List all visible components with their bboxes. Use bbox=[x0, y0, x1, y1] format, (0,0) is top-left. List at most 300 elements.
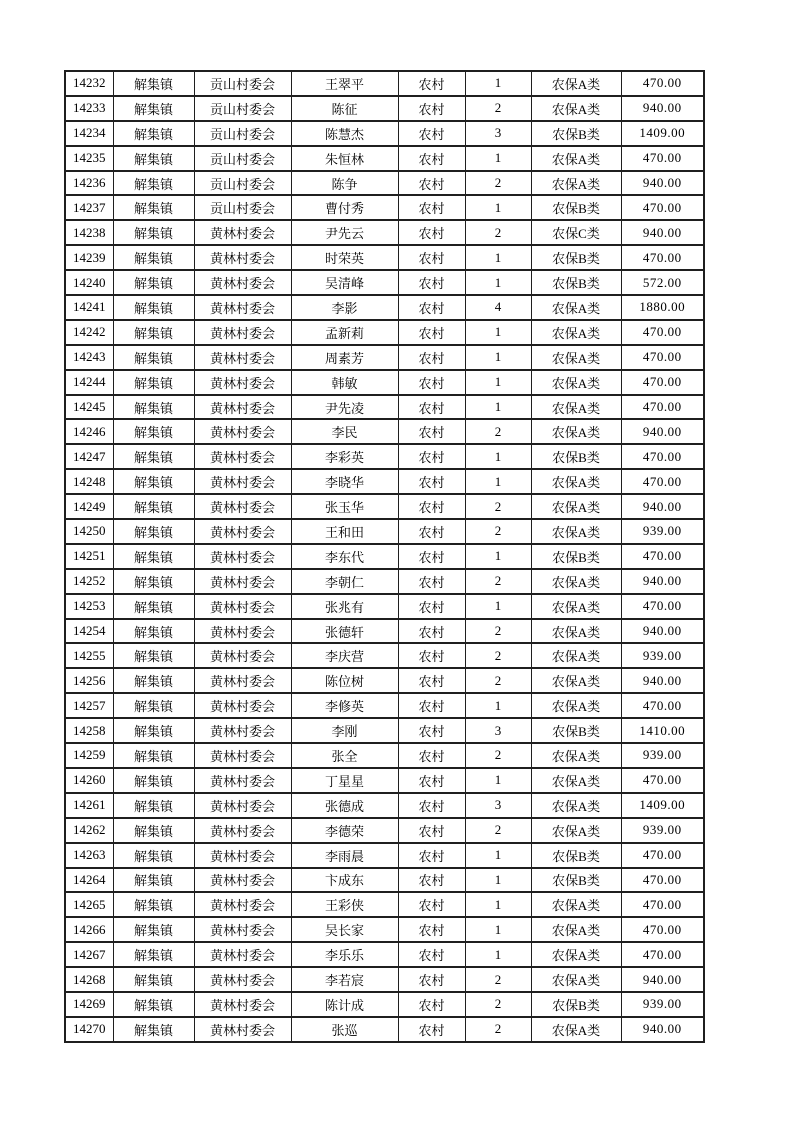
table-row bbox=[65, 892, 704, 917]
table-cell-type: 农村 bbox=[398, 270, 465, 295]
table-row bbox=[65, 619, 704, 644]
table-cell-type: 农村 bbox=[398, 718, 465, 743]
table-row bbox=[65, 917, 704, 942]
table-cell-village: 贡山村委会 bbox=[194, 195, 291, 220]
table-cell-village: 黄林村委会 bbox=[194, 693, 291, 718]
table-cell-count: 1 bbox=[465, 693, 531, 718]
table-cell-count: 1 bbox=[465, 370, 531, 395]
table-cell-type: 农村 bbox=[398, 594, 465, 619]
table-cell-village: 黄林村委会 bbox=[194, 818, 291, 843]
table-cell-amount: 940.00 bbox=[621, 220, 704, 245]
table-cell-category: 农保A类 bbox=[531, 469, 621, 494]
table-cell-category: 农保A类 bbox=[531, 96, 621, 121]
table-row bbox=[65, 668, 704, 693]
table-cell-village: 黄林村委会 bbox=[194, 743, 291, 768]
table-cell-id: 14252 bbox=[65, 569, 113, 594]
table-cell-amount: 470.00 bbox=[621, 892, 704, 917]
table-cell-village: 贡山村委会 bbox=[194, 71, 291, 96]
table-cell-name: 陈征 bbox=[291, 96, 398, 121]
table-cell-village: 黄林村委会 bbox=[194, 444, 291, 469]
table-cell-count: 2 bbox=[465, 171, 531, 196]
table-cell-category: 农保B类 bbox=[531, 843, 621, 868]
table-cell-type: 农村 bbox=[398, 245, 465, 270]
table-cell-id: 14241 bbox=[65, 295, 113, 320]
table-row bbox=[65, 992, 704, 1017]
table-cell-village: 黄林村委会 bbox=[194, 1017, 291, 1042]
table-cell-count: 2 bbox=[465, 668, 531, 693]
table-row bbox=[65, 395, 704, 420]
table-cell-amount: 1409.00 bbox=[621, 121, 704, 146]
table-cell-category: 农保A类 bbox=[531, 494, 621, 519]
table-cell-type: 农村 bbox=[398, 370, 465, 395]
table-cell-amount: 470.00 bbox=[621, 395, 704, 420]
table-cell-id: 14236 bbox=[65, 171, 113, 196]
table-cell-village: 黄林村委会 bbox=[194, 768, 291, 793]
table-cell-count: 2 bbox=[465, 1017, 531, 1042]
table-row bbox=[65, 967, 704, 992]
table-cell-amount: 470.00 bbox=[621, 693, 704, 718]
table-cell-village: 黄林村委会 bbox=[194, 395, 291, 420]
table-cell-id: 14260 bbox=[65, 768, 113, 793]
table-cell-name: 陈计成 bbox=[291, 992, 398, 1017]
table-cell-id: 14239 bbox=[65, 245, 113, 270]
table-cell-category: 农保A类 bbox=[531, 1017, 621, 1042]
table-cell-id: 14232 bbox=[65, 71, 113, 96]
table-cell-village: 黄林村委会 bbox=[194, 619, 291, 644]
table-cell-amount: 939.00 bbox=[621, 992, 704, 1017]
table-cell-name: 李刚 bbox=[291, 718, 398, 743]
table-row bbox=[65, 121, 704, 146]
table-cell-village: 黄林村委会 bbox=[194, 544, 291, 569]
table-row bbox=[65, 494, 704, 519]
table-row bbox=[65, 295, 704, 320]
table-cell-amount: 940.00 bbox=[621, 494, 704, 519]
table-cell-type: 农村 bbox=[398, 643, 465, 668]
table-cell-village: 黄林村委会 bbox=[194, 220, 291, 245]
table-row bbox=[65, 594, 704, 619]
table-cell-category: 农保A类 bbox=[531, 693, 621, 718]
table-cell-type: 农村 bbox=[398, 768, 465, 793]
table-cell-village: 黄林村委会 bbox=[194, 270, 291, 295]
table-cell-count: 3 bbox=[465, 718, 531, 743]
table-cell-town: 解集镇 bbox=[113, 843, 194, 868]
table-cell-count: 1 bbox=[465, 868, 531, 893]
table-cell-id: 14238 bbox=[65, 220, 113, 245]
table-cell-amount: 940.00 bbox=[621, 419, 704, 444]
table-cell-type: 农村 bbox=[398, 967, 465, 992]
table-cell-amount: 470.00 bbox=[621, 444, 704, 469]
table-cell-name: 陈争 bbox=[291, 171, 398, 196]
table-cell-name: 李朝仁 bbox=[291, 569, 398, 594]
table-cell-category: 农保B类 bbox=[531, 245, 621, 270]
table-cell-amount: 940.00 bbox=[621, 967, 704, 992]
table-cell-id: 14247 bbox=[65, 444, 113, 469]
table-cell-type: 农村 bbox=[398, 146, 465, 171]
table-cell-amount: 470.00 bbox=[621, 942, 704, 967]
table-cell-town: 解集镇 bbox=[113, 718, 194, 743]
table-cell-town: 解集镇 bbox=[113, 419, 194, 444]
table-cell-village: 黄林村委会 bbox=[194, 917, 291, 942]
table-cell-amount: 470.00 bbox=[621, 370, 704, 395]
table-cell-amount: 939.00 bbox=[621, 743, 704, 768]
table-row bbox=[65, 718, 704, 743]
table-cell-type: 农村 bbox=[398, 544, 465, 569]
table-cell-count: 3 bbox=[465, 793, 531, 818]
table-cell-type: 农村 bbox=[398, 295, 465, 320]
table-cell-category: 农保A类 bbox=[531, 793, 621, 818]
table-cell-town: 解集镇 bbox=[113, 519, 194, 544]
table-cell-amount: 470.00 bbox=[621, 868, 704, 893]
table-cell-village: 黄林村委会 bbox=[194, 843, 291, 868]
table-cell-id: 14268 bbox=[65, 967, 113, 992]
table-cell-type: 农村 bbox=[398, 519, 465, 544]
table-cell-village: 黄林村委会 bbox=[194, 295, 291, 320]
table-cell-name: 朱恒林 bbox=[291, 146, 398, 171]
table-cell-village: 黄林村委会 bbox=[194, 793, 291, 818]
table-cell-type: 农村 bbox=[398, 942, 465, 967]
table-row bbox=[65, 569, 704, 594]
table-cell-village: 黄林村委会 bbox=[194, 569, 291, 594]
table-cell-type: 农村 bbox=[398, 1017, 465, 1042]
table-cell-count: 1 bbox=[465, 469, 531, 494]
table-cell-id: 14267 bbox=[65, 942, 113, 967]
table-cell-type: 农村 bbox=[398, 395, 465, 420]
table-cell-town: 解集镇 bbox=[113, 892, 194, 917]
table-cell-count: 2 bbox=[465, 419, 531, 444]
table-cell-town: 解集镇 bbox=[113, 121, 194, 146]
table-cell-id: 14237 bbox=[65, 195, 113, 220]
table-cell-id: 14261 bbox=[65, 793, 113, 818]
table-cell-count: 1 bbox=[465, 892, 531, 917]
table-cell-village: 黄林村委会 bbox=[194, 992, 291, 1017]
table-cell-town: 解集镇 bbox=[113, 1017, 194, 1042]
table-cell-town: 解集镇 bbox=[113, 768, 194, 793]
table-cell-amount: 470.00 bbox=[621, 768, 704, 793]
table-cell-category: 农保A类 bbox=[531, 917, 621, 942]
table-cell-category: 农保A类 bbox=[531, 345, 621, 370]
table-cell-category: 农保B类 bbox=[531, 868, 621, 893]
table-cell-count: 1 bbox=[465, 345, 531, 370]
table-cell-type: 农村 bbox=[398, 892, 465, 917]
table-cell-type: 农村 bbox=[398, 71, 465, 96]
table-cell-category: 农保A类 bbox=[531, 419, 621, 444]
table-cell-town: 解集镇 bbox=[113, 295, 194, 320]
table-cell-category: 农保A类 bbox=[531, 594, 621, 619]
table-cell-type: 农村 bbox=[398, 444, 465, 469]
table-cell-count: 2 bbox=[465, 494, 531, 519]
table-cell-type: 农村 bbox=[398, 345, 465, 370]
table-cell-count: 1 bbox=[465, 146, 531, 171]
table-cell-town: 解集镇 bbox=[113, 245, 194, 270]
table-cell-town: 解集镇 bbox=[113, 544, 194, 569]
table-cell-amount: 939.00 bbox=[621, 519, 704, 544]
table-cell-town: 解集镇 bbox=[113, 96, 194, 121]
table-cell-town: 解集镇 bbox=[113, 469, 194, 494]
table-cell-town: 解集镇 bbox=[113, 793, 194, 818]
table-cell-town: 解集镇 bbox=[113, 942, 194, 967]
table-cell-amount: 470.00 bbox=[621, 544, 704, 569]
table-cell-category: 农保A类 bbox=[531, 146, 621, 171]
table-cell-village: 黄林村委会 bbox=[194, 345, 291, 370]
table-row bbox=[65, 220, 704, 245]
table-cell-amount: 470.00 bbox=[621, 71, 704, 96]
table-cell-id: 14255 bbox=[65, 643, 113, 668]
table-cell-town: 解集镇 bbox=[113, 668, 194, 693]
table-cell-town: 解集镇 bbox=[113, 71, 194, 96]
table-cell-category: 农保A类 bbox=[531, 569, 621, 594]
table-cell-id: 14242 bbox=[65, 320, 113, 345]
table-row bbox=[65, 544, 704, 569]
table-cell-id: 14265 bbox=[65, 892, 113, 917]
table-cell-town: 解集镇 bbox=[113, 444, 194, 469]
table-cell-count: 3 bbox=[465, 121, 531, 146]
table-cell-id: 14263 bbox=[65, 843, 113, 868]
table-cell-name: 尹先云 bbox=[291, 220, 398, 245]
table-cell-type: 农村 bbox=[398, 569, 465, 594]
table-cell-village: 黄林村委会 bbox=[194, 942, 291, 967]
table-cell-village: 黄林村委会 bbox=[194, 370, 291, 395]
table-cell-village: 贡山村委会 bbox=[194, 121, 291, 146]
table-cell-count: 4 bbox=[465, 295, 531, 320]
table-cell-name: 尹先凌 bbox=[291, 395, 398, 420]
table-cell-village: 贡山村委会 bbox=[194, 146, 291, 171]
table-cell-amount: 470.00 bbox=[621, 917, 704, 942]
table-cell-amount: 940.00 bbox=[621, 1017, 704, 1042]
table-cell-type: 农村 bbox=[398, 171, 465, 196]
table-cell-id: 14235 bbox=[65, 146, 113, 171]
table-body bbox=[65, 71, 704, 1042]
table-cell-name: 李影 bbox=[291, 295, 398, 320]
table-cell-type: 农村 bbox=[398, 668, 465, 693]
table-row bbox=[65, 96, 704, 121]
table-cell-village: 贡山村委会 bbox=[194, 171, 291, 196]
table-cell-amount: 940.00 bbox=[621, 619, 704, 644]
table-cell-village: 黄林村委会 bbox=[194, 494, 291, 519]
table-cell-id: 14259 bbox=[65, 743, 113, 768]
table-cell-id: 14258 bbox=[65, 718, 113, 743]
table-cell-village: 黄林村委会 bbox=[194, 668, 291, 693]
table-cell-id: 14264 bbox=[65, 868, 113, 893]
table-cell-amount: 470.00 bbox=[621, 594, 704, 619]
table-cell-town: 解集镇 bbox=[113, 494, 194, 519]
table-cell-village: 黄林村委会 bbox=[194, 868, 291, 893]
table-cell-town: 解集镇 bbox=[113, 569, 194, 594]
table-row bbox=[65, 868, 704, 893]
table-cell-village: 黄林村委会 bbox=[194, 718, 291, 743]
table-cell-category: 农保A类 bbox=[531, 395, 621, 420]
table-cell-type: 农村 bbox=[398, 469, 465, 494]
table-cell-id: 14257 bbox=[65, 693, 113, 718]
table-cell-name: 李晓华 bbox=[291, 469, 398, 494]
table-cell-name: 张玉华 bbox=[291, 494, 398, 519]
table-cell-count: 2 bbox=[465, 967, 531, 992]
table-cell-name: 韩敏 bbox=[291, 370, 398, 395]
table-row bbox=[65, 1017, 704, 1042]
table-cell-name: 张兆有 bbox=[291, 594, 398, 619]
table-cell-name: 李民 bbox=[291, 419, 398, 444]
table-cell-count: 2 bbox=[465, 818, 531, 843]
table-cell-name: 李德荣 bbox=[291, 818, 398, 843]
table-cell-id: 14254 bbox=[65, 619, 113, 644]
table-cell-type: 农村 bbox=[398, 419, 465, 444]
table-row bbox=[65, 843, 704, 868]
table-cell-id: 14248 bbox=[65, 469, 113, 494]
table-cell-id: 14270 bbox=[65, 1017, 113, 1042]
table-cell-town: 解集镇 bbox=[113, 146, 194, 171]
table-cell-town: 解集镇 bbox=[113, 992, 194, 1017]
table-cell-town: 解集镇 bbox=[113, 171, 194, 196]
table-row bbox=[65, 444, 704, 469]
table-cell-name: 王和田 bbox=[291, 519, 398, 544]
table-cell-count: 1 bbox=[465, 942, 531, 967]
table-cell-name: 周素芳 bbox=[291, 345, 398, 370]
table-cell-id: 14243 bbox=[65, 345, 113, 370]
table-cell-category: 农保A类 bbox=[531, 942, 621, 967]
table-cell-id: 14256 bbox=[65, 668, 113, 693]
table-cell-town: 解集镇 bbox=[113, 917, 194, 942]
table-row bbox=[65, 270, 704, 295]
table-cell-village: 黄林村委会 bbox=[194, 594, 291, 619]
table-row bbox=[65, 171, 704, 196]
table-cell-name: 张全 bbox=[291, 743, 398, 768]
table-cell-id: 14234 bbox=[65, 121, 113, 146]
table-cell-amount: 940.00 bbox=[621, 668, 704, 693]
table-row bbox=[65, 195, 704, 220]
table-cell-village: 黄林村委会 bbox=[194, 519, 291, 544]
table-cell-town: 解集镇 bbox=[113, 395, 194, 420]
table-cell-name: 王彩侠 bbox=[291, 892, 398, 917]
table-cell-id: 14245 bbox=[65, 395, 113, 420]
table-cell-id: 14244 bbox=[65, 370, 113, 395]
table-cell-count: 2 bbox=[465, 519, 531, 544]
table-cell-category: 农保B类 bbox=[531, 270, 621, 295]
table-row bbox=[65, 793, 704, 818]
table-row bbox=[65, 345, 704, 370]
table-cell-category: 农保C类 bbox=[531, 220, 621, 245]
table-cell-amount: 940.00 bbox=[621, 569, 704, 594]
table-cell-count: 1 bbox=[465, 245, 531, 270]
table-cell-town: 解集镇 bbox=[113, 370, 194, 395]
table-row bbox=[65, 643, 704, 668]
table-cell-category: 农保A类 bbox=[531, 295, 621, 320]
table-row bbox=[65, 370, 704, 395]
table-cell-id: 14240 bbox=[65, 270, 113, 295]
table-cell-count: 1 bbox=[465, 71, 531, 96]
table-cell-type: 农村 bbox=[398, 868, 465, 893]
table-cell-id: 14266 bbox=[65, 917, 113, 942]
table-cell-id: 14246 bbox=[65, 419, 113, 444]
table-cell-count: 2 bbox=[465, 569, 531, 594]
table-cell-category: 农保A类 bbox=[531, 171, 621, 196]
table-cell-count: 1 bbox=[465, 768, 531, 793]
table-cell-category: 农保B类 bbox=[531, 544, 621, 569]
table-cell-town: 解集镇 bbox=[113, 643, 194, 668]
table-cell-amount: 572.00 bbox=[621, 270, 704, 295]
table-cell-amount: 1880.00 bbox=[621, 295, 704, 320]
table-cell-village: 贡山村委会 bbox=[194, 96, 291, 121]
table-cell-name: 李雨晨 bbox=[291, 843, 398, 868]
table-cell-count: 1 bbox=[465, 395, 531, 420]
table-cell-amount: 470.00 bbox=[621, 320, 704, 345]
table-cell-type: 农村 bbox=[398, 121, 465, 146]
table-cell-count: 2 bbox=[465, 743, 531, 768]
table-cell-name: 张德轩 bbox=[291, 619, 398, 644]
table-cell-category: 农保A类 bbox=[531, 320, 621, 345]
table-cell-count: 2 bbox=[465, 96, 531, 121]
table-cell-type: 农村 bbox=[398, 619, 465, 644]
table-cell-village: 黄林村委会 bbox=[194, 892, 291, 917]
table-cell-category: 农保A类 bbox=[531, 71, 621, 96]
table-cell-name: 陈位树 bbox=[291, 668, 398, 693]
table-cell-category: 农保A类 bbox=[531, 743, 621, 768]
table-cell-town: 解集镇 bbox=[113, 818, 194, 843]
payment-records-table bbox=[64, 70, 705, 1043]
table-cell-amount: 470.00 bbox=[621, 843, 704, 868]
table-cell-type: 农村 bbox=[398, 693, 465, 718]
table-cell-town: 解集镇 bbox=[113, 743, 194, 768]
table-cell-village: 黄林村委会 bbox=[194, 469, 291, 494]
table-row bbox=[65, 519, 704, 544]
table-row bbox=[65, 818, 704, 843]
table-cell-name: 孟新莉 bbox=[291, 320, 398, 345]
table-cell-town: 解集镇 bbox=[113, 195, 194, 220]
table-cell-name: 王翠平 bbox=[291, 71, 398, 96]
table-cell-village: 黄林村委会 bbox=[194, 643, 291, 668]
table-cell-name: 李修英 bbox=[291, 693, 398, 718]
table-row bbox=[65, 146, 704, 171]
table-cell-type: 农村 bbox=[398, 818, 465, 843]
table-row bbox=[65, 320, 704, 345]
table-row bbox=[65, 71, 704, 96]
table-cell-name: 张德成 bbox=[291, 793, 398, 818]
table-cell-name: 李若宸 bbox=[291, 967, 398, 992]
table-cell-count: 2 bbox=[465, 643, 531, 668]
table-cell-village: 黄林村委会 bbox=[194, 245, 291, 270]
table-cell-town: 解集镇 bbox=[113, 220, 194, 245]
table-cell-town: 解集镇 bbox=[113, 619, 194, 644]
table-cell-id: 14249 bbox=[65, 494, 113, 519]
table-cell-town: 解集镇 bbox=[113, 967, 194, 992]
table-cell-type: 农村 bbox=[398, 992, 465, 1017]
table-cell-count: 1 bbox=[465, 444, 531, 469]
table-cell-amount: 1410.00 bbox=[621, 718, 704, 743]
table-cell-amount: 470.00 bbox=[621, 195, 704, 220]
table-row bbox=[65, 245, 704, 270]
table-cell-name: 曹付秀 bbox=[291, 195, 398, 220]
table-cell-amount: 939.00 bbox=[621, 643, 704, 668]
table-cell-count: 1 bbox=[465, 320, 531, 345]
table-cell-village: 黄林村委会 bbox=[194, 967, 291, 992]
table-cell-town: 解集镇 bbox=[113, 345, 194, 370]
table-cell-category: 农保B类 bbox=[531, 121, 621, 146]
table-cell-count: 1 bbox=[465, 594, 531, 619]
table-row bbox=[65, 693, 704, 718]
table-cell-category: 农保A类 bbox=[531, 768, 621, 793]
table-cell-name: 陈慧杰 bbox=[291, 121, 398, 146]
table-cell-town: 解集镇 bbox=[113, 320, 194, 345]
table-cell-type: 农村 bbox=[398, 96, 465, 121]
table-cell-name: 时荣英 bbox=[291, 245, 398, 270]
table-cell-amount: 1409.00 bbox=[621, 793, 704, 818]
table-cell-amount: 470.00 bbox=[621, 146, 704, 171]
table-cell-name: 李庆营 bbox=[291, 643, 398, 668]
table-cell-name: 丁星星 bbox=[291, 768, 398, 793]
table-cell-id: 14262 bbox=[65, 818, 113, 843]
table-cell-category: 农保B类 bbox=[531, 444, 621, 469]
table-cell-name: 李东代 bbox=[291, 544, 398, 569]
table-cell-type: 农村 bbox=[398, 195, 465, 220]
table-cell-category: 农保A类 bbox=[531, 619, 621, 644]
